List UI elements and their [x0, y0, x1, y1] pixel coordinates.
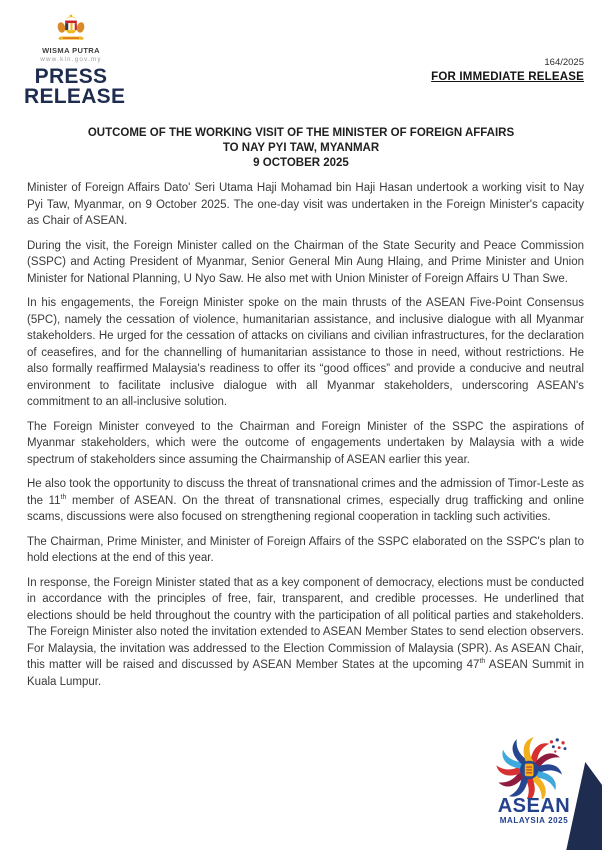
- title-line2: TO NAY PYI TAW, MYANMAR: [222, 142, 380, 154]
- wordmark-line1: PRESS: [34, 65, 108, 88]
- release-info: [431, 57, 584, 83]
- press-release-wordmark: [24, 65, 126, 108]
- title-line1: OUTCOME OF THE WORKING VISIT OF THE MINISTER OF FOREIGN AFFAIRS: [87, 127, 515, 139]
- asean-2025-logo: [490, 737, 578, 825]
- org-name: WISMA PUTRA: [42, 46, 100, 55]
- asean-swirl-icon: [496, 737, 572, 799]
- asean-wordmark: ASEAN: [497, 795, 571, 817]
- press-paragraph: In response, the Foreign Minister stated that as a key component of democracy, elections must be conducted in accordance with the principles of free, fair, transparent, and credible processes. He underlined that elections should be held throughout the country with the participation of all political parties and stakeholders. The Foreign Minister also noted the invitation extended to ASEAN Member States to send election observers. For Malaysia, the invitation was addressed to the Election Commission of Malaysia (SPR). As ASEAN Chair, this matter will be raised and discussed by ASEAN Member States at the upcoming 47th ASEAN Summit in Kuala Lumpur.: [27, 576, 584, 688]
- press-paragraph: In his engagements, the Foreign Minister spoke on the main thrusts of the ASEAN Five-Point Consensus (5PC), namely the cessation of violence, humanitarian assistance, and inclusive dialogue with all Myanmar stakeholders. He urged for the cessation of attacks on civilians and civilian infrastructures, for the declaration of ceasefires, and for the channelling of humanitarian assistance to those in need, without restrictions. He also formally reaffirmed Malaysia's readiness to offer its “good offices” and provide a conducive and neutral environment to facilitate inclusive dialogue with all Myanmar stakeholders, underscoring ASEAN's commitment to an all-inclusive solution.: [27, 297, 584, 408]
- asean-subtitle: MALAYSIA 2025: [499, 816, 569, 825]
- press-paragraph: The Foreign Minister conveyed to the Chairman and Foreign Minister of the SSPC the aspirations of Myanmar stakeholders, which were the outcome of engagements undertaken by Malaysia with a wide spectrum of stakeholders since assuming the Chairmanship of ASEAN earlier this year.: [27, 420, 584, 466]
- letterhead: [24, 13, 126, 108]
- wordmark-line2: RELEASE: [24, 85, 126, 108]
- press-body: [27, 180, 584, 698]
- malaysia-coat-of-arms-icon: [54, 13, 88, 44]
- press-paragraph: He also took the opportunity to discuss the threat of transnational crimes and the admission of Timor-Leste as the 11th member of ASEAN. On the threat of transnational crimes, especially drug trafficking and online scams, discussions were also focused on strengthening regional cooperation in tackling such activities.: [27, 478, 584, 523]
- document-title: [40, 126, 562, 171]
- org-website: www.kln.gov.my: [40, 56, 102, 63]
- logo-dots: [550, 738, 567, 752]
- press-paragraph: Minister of Foreign Affairs Dato' Seri Utama Haji Mohamad bin Haji Hasan undertook a working visit to Nay Pyi Taw, Myanmar, on 9 October 2025. The one-day visit was undertaken in the Foreign Minister's capacity as Chair of ASEAN.: [27, 182, 584, 227]
- reference-number: 164/2025: [544, 57, 584, 68]
- press-paragraph: During the visit, the Foreign Minister called on the Chairman of the State Security and Peace Commission (SSPC) and Acting President of Myanmar, Senior General Min Aung Hlaing, and Prime Minister and Union Minister for National Planning, U Nyo Saw. He also met with Union Minister of Foreign Affairs U Than Swe.: [27, 239, 584, 285]
- title-line3: 9 OCTOBER 2025: [253, 157, 349, 169]
- press-paragraph: The Chairman, Prime Minister, and Minister of Foreign Affairs of the SSPC elaborated on the SSPC's plan to hold elections at the end of this year.: [27, 535, 584, 564]
- immediate-release-label: FOR IMMEDIATE RELEASE: [431, 71, 584, 83]
